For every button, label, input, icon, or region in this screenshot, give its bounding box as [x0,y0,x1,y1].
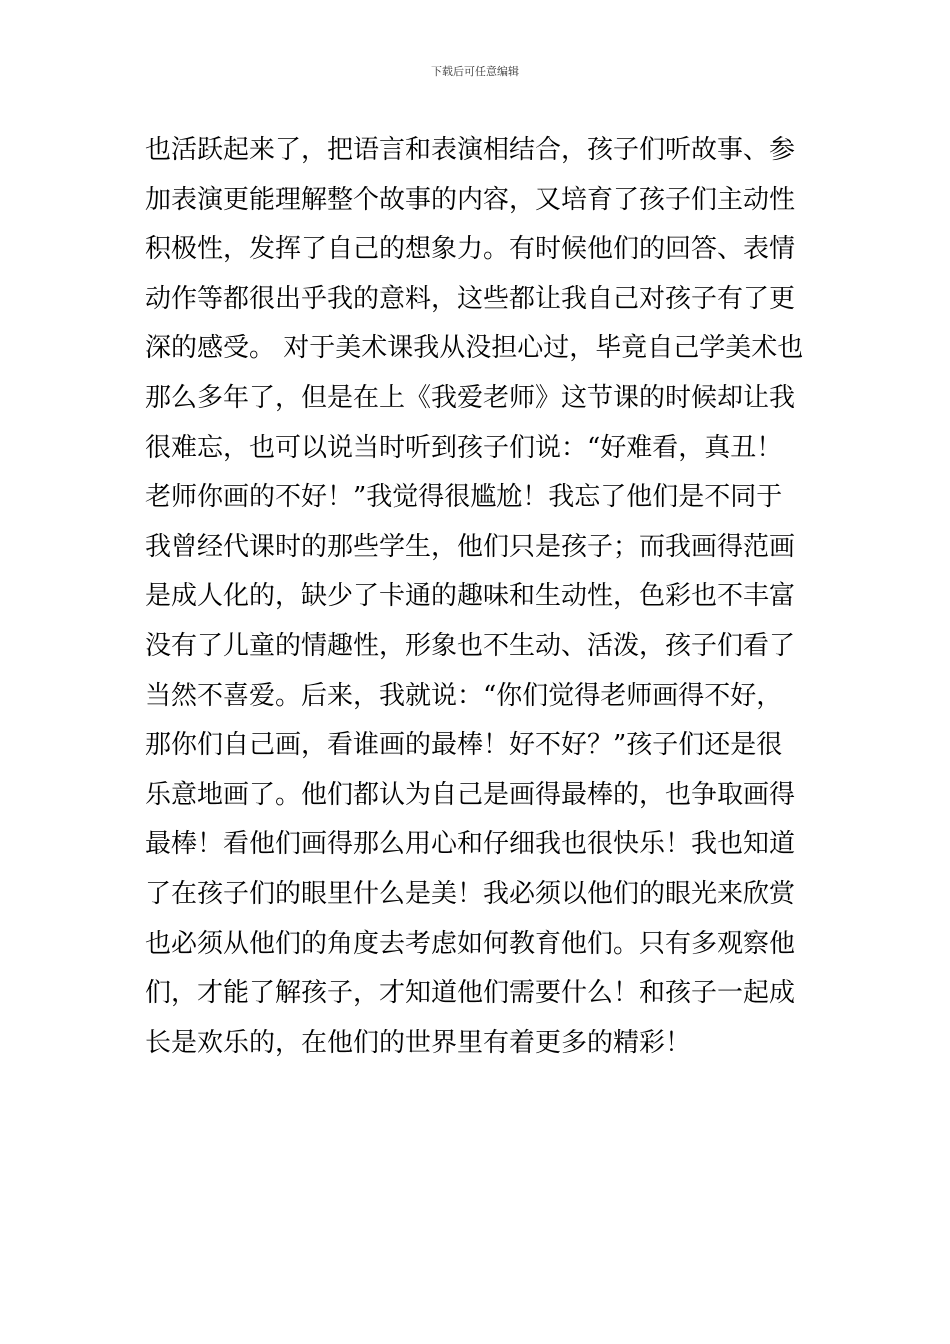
body-line-14: 乐意地画了。他们都认为自己是画得最棒的，也争取画得 [145,779,796,810]
body-line-13: 那你们自己画，看谁画的最棒！好不好？”孩子们还是很 [145,730,783,761]
body-line-3: 积极性，发挥了自己的想象力。有时候他们的回答、表情 [145,234,796,265]
body-line-1: 也活跃起来了，把语言和表演相结合，孩子们听故事、参 [145,135,796,165]
body-line-19: 长是欢乐的，在他们的世界里有着更多的精彩！ [145,1027,692,1058]
body-line-10: 是成人化的，缺少了卡通的趣味和生动性，色彩也不丰富 [145,581,796,612]
page-header: 下载后可任意编辑 [431,65,519,78]
body-line-12: 当然不喜爱。后来，我就说：“你们觉得老师画得不好， [145,680,783,711]
body-line-7: 很难忘，也可以说当时听到孩子们说：“好难看，真丑！ [145,432,783,463]
document-body [145,126,815,1068]
body-line-4: 动作等都很出乎我的意料，这些都让我自己对孩子有了更 [145,283,796,314]
body-line-11: 没有了儿童的情趣性，形象也不生动、活泼，孩子们看了 [145,630,796,661]
body-line-8: 老师你画的不好！”我觉得很尴尬！我忘了他们是不同于 [145,482,783,513]
body-line-18: 们，才能了解孩子，才知道他们需要什么！和孩子一起成 [145,978,796,1009]
body-line-16: 了在孩子们的眼里什么是美！我必须以他们的眼光来欣赏 [145,878,796,909]
body-line-2: 加表演更能理解整个故事的内容，又培育了孩子们主动性 [145,184,796,215]
body-line-6: 那么多年了，但是在上《我爱老师》这节课的时候却让我 [145,382,796,413]
body-line-17: 也必须从他们的角度去考虑如何教育他们。只有多观察他 [145,928,796,959]
body-line-15: 最棒！看他们画得那么用心和仔细我也很快乐！我也知道 [145,829,796,860]
body-line-9: 我曾经代课时的那些学生，他们只是孩子；而我画得范画 [145,531,796,562]
body-line-5: 深的感受。 对于美术课我从没担心过，毕竟自己学美术也 [145,333,804,364]
